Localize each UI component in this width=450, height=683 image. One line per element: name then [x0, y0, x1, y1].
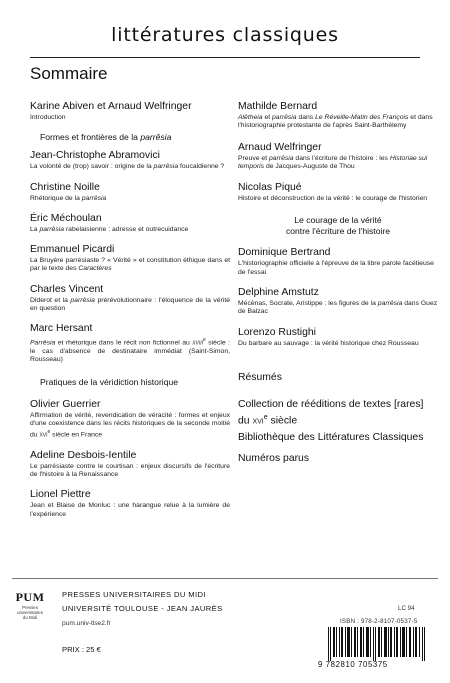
entry-description: L'historiographie officielle à l'épreuve de la libre parole facétieuse de l'essai [238, 260, 434, 276]
entry-author: Arnaud Welfringer [238, 141, 322, 153]
toc-entry[interactable] [238, 181, 438, 203]
toc-entry[interactable] [30, 100, 230, 122]
entry-description: Rhétorique de la parrêsia [30, 194, 107, 202]
entry-description: Introduction [30, 114, 66, 121]
toc-entry[interactable] [30, 488, 230, 519]
entry-description: Histoire et déconstruction de la vérité : le courage de l'historien [238, 195, 428, 203]
toc-right-column [238, 100, 438, 466]
toc-entry[interactable] [30, 243, 230, 274]
entry-description: La parrêsia rabelaisienne : adresse et outrecuidance [30, 225, 189, 233]
section-heading: Formes et frontières de la parrêsia [40, 132, 172, 143]
publisher-url[interactable]: pum.univ-tlse2.fr [62, 620, 111, 627]
price: PRIX : 25 € [62, 645, 101, 654]
toc-numeros[interactable]: Numéros parus [238, 453, 310, 465]
entry-author: Christine Noille [30, 181, 100, 193]
entry-author: Marc Hersant [30, 323, 93, 335]
entry-author: Mathilde Bernard [238, 101, 318, 112]
footer-rule [12, 578, 438, 579]
toc-entry[interactable] [30, 283, 230, 314]
entry-description: Alêtheia et parrêsia dans Le Réveille-Matin des François et dans l'historiographie protestante de l'après Saint-Barthélemy [238, 114, 433, 130]
entry-description: Parrêsia et rhétorique dans le récit non fictionnel au xviii$^e$ siècle : le cas d'absence de destinataire immédiat (Saint-Simon, Rousseau) [30, 337, 230, 364]
entry-author: Lorenzo Rustighi [238, 326, 316, 338]
toc-entry[interactable] [238, 326, 438, 348]
toc-entry[interactable] [30, 181, 230, 203]
entry-author: Charles Vincent [30, 283, 104, 295]
pum-logo: PUM Presses universitaires du Midi [15, 590, 45, 621]
toc-resumes[interactable]: Résumés [238, 371, 282, 383]
series-title: littératures classiques [111, 24, 339, 46]
toc-collection[interactable]: Collection de rééditions de textes [rares] du xvi$^e$ siècle [238, 399, 424, 427]
entry-description: Jean et Blaise de Monluc : une harangue relue à la lumière de l'expérience [30, 502, 230, 518]
entry-description: La Bruyère parrésiaste ? « Vérité » et constitution éthique dans et par le texte des Caractères [30, 257, 230, 273]
entry-description: Le parrésiaste contre le courtisan : enjeux discursifs de l'écriture de l'histoire à la Renaissance [30, 462, 230, 478]
toc-entry[interactable] [238, 141, 438, 172]
lc-code: LC 94 [398, 605, 415, 612]
entry-author: Jean-Christophe Abramovici [30, 150, 160, 162]
entry-author: Nicolas Piqué [238, 182, 302, 194]
entry-description: La volonté de (trop) savoir : origine de la parrêsia foucaldienne ? [30, 163, 225, 171]
entry-author: Lionel Piettre [30, 489, 91, 501]
toc-entry[interactable] [238, 100, 438, 131]
toc-bibliotheque[interactable]: Bibliothèque des Littératures Classiques [238, 431, 424, 443]
publisher-name: PRESSES UNIVERSITAIRES DU MIDI [62, 590, 206, 599]
entry-author: Olivier Guerrier [30, 398, 101, 410]
top-rule [30, 57, 420, 58]
entry-author: Éric Méchoulan [30, 212, 102, 224]
university-name: UNIVERSITÉ TOULOUSE - JEAN JAURÈS [62, 604, 223, 613]
toc-entry[interactable] [30, 322, 230, 364]
barcode-digits: 9 782810 705375 [318, 660, 388, 669]
entry-description: Du barbare au sauvage : la vérité historique chez Rousseau [238, 339, 419, 347]
entry-description: Affirmation de vérité, revendication de véracité : formes et enjeux d'une coexistence dans les récits historiques de la seconde moitié du xvi$^e$ siècle en France [30, 411, 230, 439]
entry-author: Adeline Desbois-Ientile [30, 449, 137, 461]
entry-author: Delphine Amstutz [238, 287, 319, 299]
entry-author: Dominique Bertrand [238, 247, 331, 259]
entry-author: Karine Abiven et Arnaud Welfringer [30, 101, 192, 112]
barcode [328, 627, 426, 661]
section-heading: Pratiques de la véridiction historique [40, 376, 179, 387]
entry-description: Preuve et parrêsia dans l'écriture de l'histoire : les Historiae sui temporis de Jacques-Auguste de Thou [238, 154, 428, 170]
entry-author: Emmanuel Picardi [30, 244, 115, 256]
entry-description: Diderot et la parrêsia prérévolutionnaire : l'éloquence de la vérité en question [30, 296, 230, 313]
toc-entry[interactable] [238, 246, 438, 277]
toc-entry[interactable] [30, 149, 230, 171]
section-heading: Le courage de la vérité contre l'écriture de l'histoire [285, 215, 391, 237]
toc-left-column [30, 100, 230, 519]
toc-entry[interactable] [30, 212, 230, 234]
toc-entry[interactable] [30, 398, 230, 440]
entry-description: Mécènas, Socrate, Aristippe : les figures de la parrêsia dans Guez de Balzac [238, 300, 438, 316]
page-title: Sommaire [30, 64, 108, 83]
toc-entry[interactable] [30, 449, 230, 480]
toc-entry[interactable] [238, 286, 438, 317]
isbn-text: ISBN : 978-2-8107-0537-5 [340, 618, 418, 625]
